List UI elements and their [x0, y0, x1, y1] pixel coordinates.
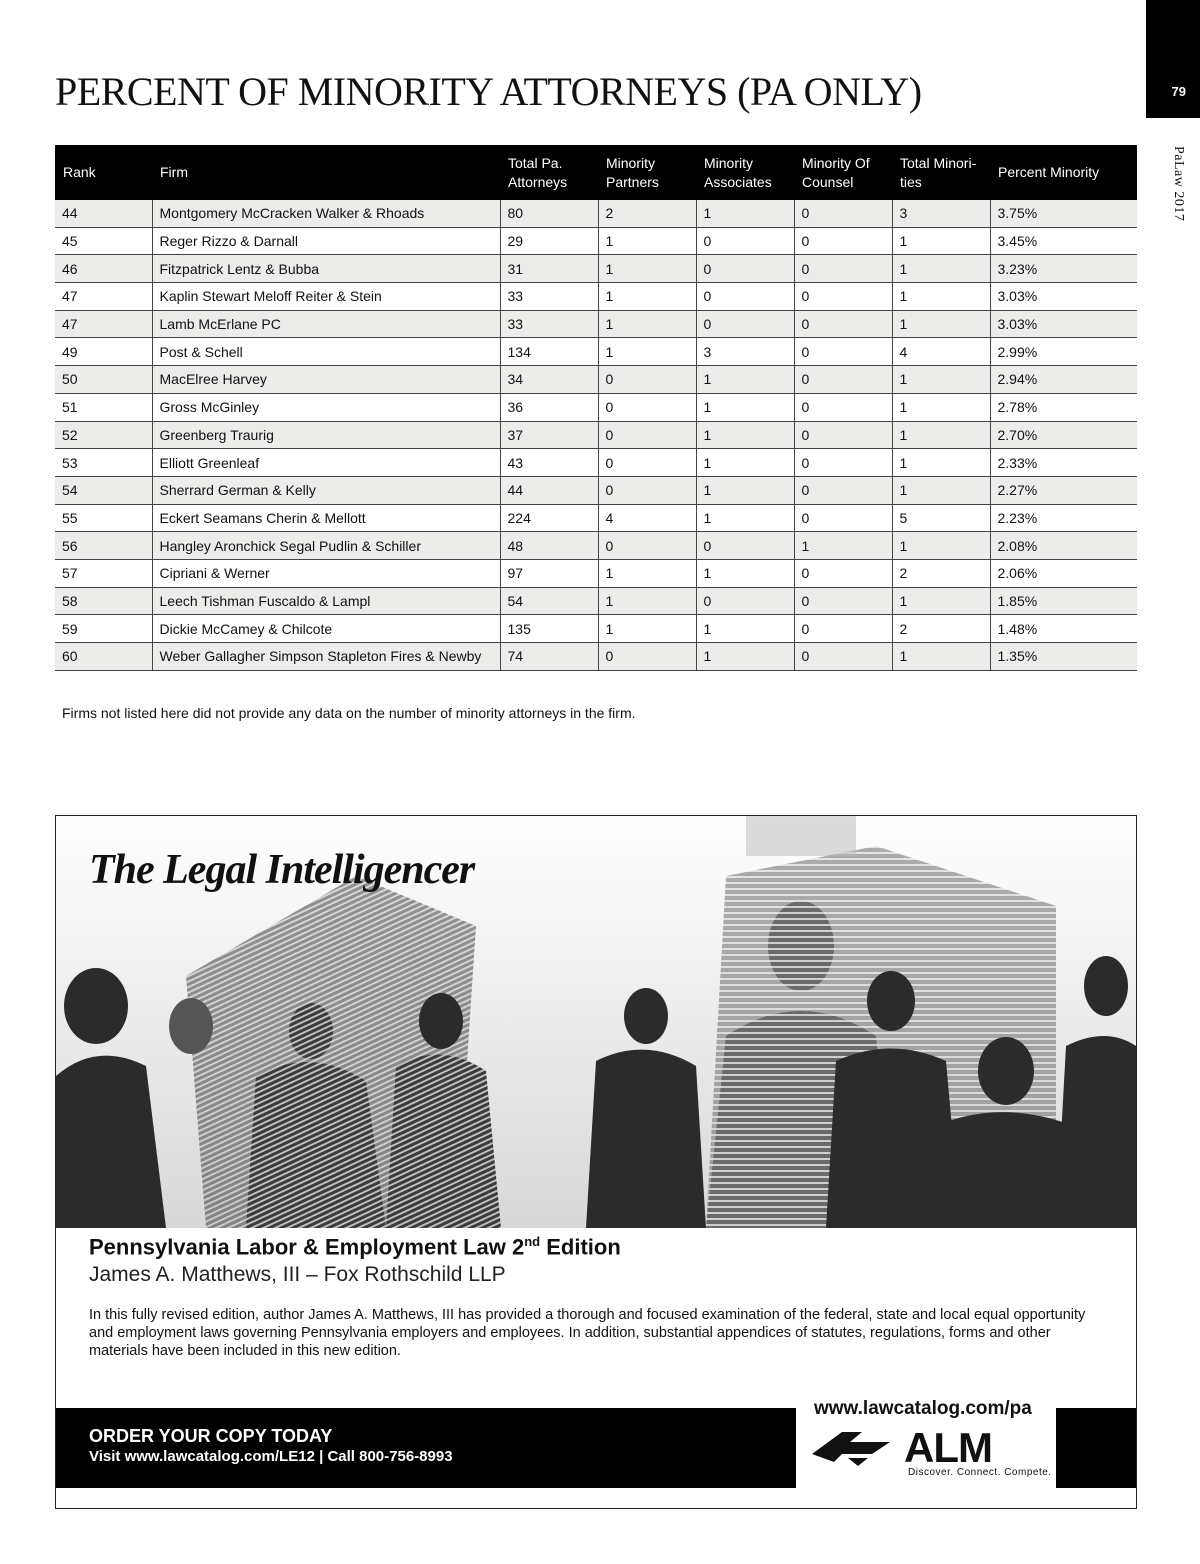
table-cell: 58 [55, 587, 152, 615]
table-cell: 0 [696, 227, 794, 255]
table-cell: 47 [55, 283, 152, 311]
table-cell: 50 [55, 366, 152, 394]
table-cell: Kaplin Stewart Meloff Reiter & Stein [152, 283, 500, 311]
table-cell: 0 [696, 587, 794, 615]
alm-chevron-icon [812, 1432, 890, 1466]
book-advertisement [55, 815, 1137, 1509]
table-cell: 2.06% [990, 559, 1137, 587]
table-cell: 60 [55, 643, 152, 671]
table-cell: 3.45% [990, 227, 1137, 255]
table-cell: 2 [598, 200, 696, 227]
table-cell: 55 [55, 504, 152, 532]
book-author: James A. Matthews, III – Fox Rothschild LLP [89, 1263, 506, 1286]
table-cell: 0 [598, 643, 696, 671]
table-row [55, 283, 1137, 311]
table-cell: 34 [500, 366, 598, 394]
table-cell: 1 [892, 643, 990, 671]
table-cell: 1 [794, 532, 892, 560]
table-cell: 1 [696, 393, 794, 421]
table-cell: 43 [500, 449, 598, 477]
table-cell: 1 [696, 449, 794, 477]
column-header: Percent Minority [990, 145, 1137, 200]
table-cell: 0 [696, 532, 794, 560]
table-row [55, 476, 1137, 504]
table-row [55, 449, 1137, 477]
table-cell: 0 [598, 421, 696, 449]
table-cell: 29 [500, 227, 598, 255]
table-cell: 0 [696, 255, 794, 283]
table-cell: 46 [55, 255, 152, 283]
table-cell: Hangley Aronchick Segal Pudlin & Schiller [152, 532, 500, 560]
table-cell: 1.35% [990, 643, 1137, 671]
running-head: PaLaw 2017 [1171, 146, 1186, 222]
table-cell: 44 [55, 200, 152, 227]
alm-brand-box [796, 1396, 1056, 1488]
table-cell: 2.23% [990, 504, 1137, 532]
table-row [55, 587, 1137, 615]
table-cell: 2.70% [990, 421, 1137, 449]
table-header-row [55, 145, 1137, 200]
table-cell: 1 [696, 200, 794, 227]
page-tab [1146, 0, 1200, 118]
table-row [55, 366, 1137, 394]
page-number: 79 [1171, 84, 1186, 99]
table-cell: 54 [500, 587, 598, 615]
minority-attorneys-table [55, 145, 1137, 671]
table-cell: 0 [794, 587, 892, 615]
table-cell: 1 [892, 255, 990, 283]
table-cell: 2.08% [990, 532, 1137, 560]
column-header: Total Pa. Attorneys [500, 145, 598, 200]
table-cell: 1 [598, 255, 696, 283]
table-cell: Greenberg Traurig [152, 421, 500, 449]
column-header: Minority Partners [598, 145, 696, 200]
table-cell: 3.23% [990, 255, 1137, 283]
table-cell: 49 [55, 338, 152, 366]
table-cell: 1 [892, 421, 990, 449]
table-row [55, 559, 1137, 587]
table-cell: 1 [696, 643, 794, 671]
table-body [55, 200, 1137, 670]
table-cell: 1 [892, 310, 990, 338]
column-header: Rank [55, 145, 152, 200]
catalog-url[interactable]: www.lawcatalog.com/pa [814, 1398, 1032, 1419]
table-cell: Dickie McCamey & Chilcote [152, 615, 500, 643]
column-header: Total Minori- ties [892, 145, 990, 200]
table-cell: 2.94% [990, 366, 1137, 394]
table-cell: 36 [500, 393, 598, 421]
table-cell: 0 [598, 449, 696, 477]
table-footnote: Firms not listed here did not provide any data on the number of minority attorneys in the firm. [62, 705, 636, 721]
table-cell: 4 [892, 338, 990, 366]
table-row [55, 393, 1137, 421]
table-cell: Reger Rizzo & Darnall [152, 227, 500, 255]
table-cell: 0 [598, 476, 696, 504]
table-cell: 0 [794, 559, 892, 587]
table-cell: 3 [696, 338, 794, 366]
alm-tagline: Discover. Connect. Compete. [908, 1467, 1052, 1478]
book-description: In this fully revised edition, author James A. Matthews, III has provided a thorough and focused examination of the federal, state and local equal opportunity and employment laws governing Pennsylvania employers and employees. In addition, substantial appendices of statutes, regulations, forms and other materials have been included in this new edition. [89, 1307, 1086, 1359]
table-cell: 0 [794, 200, 892, 227]
table-cell: 1 [696, 559, 794, 587]
table-cell: 0 [598, 366, 696, 394]
table-cell: 4 [598, 504, 696, 532]
table-cell: 2 [892, 559, 990, 587]
table-row [55, 310, 1137, 338]
table-cell: MacElree Harvey [152, 366, 500, 394]
table-cell: 1 [598, 587, 696, 615]
table-cell: Sherrard German & Kelly [152, 476, 500, 504]
table-cell: 1 [696, 421, 794, 449]
table-cell: 2 [892, 615, 990, 643]
table-cell: 1 [892, 587, 990, 615]
table-row [55, 532, 1137, 560]
table-cell: 1 [696, 615, 794, 643]
table-cell: 0 [794, 504, 892, 532]
table-cell: 45 [55, 227, 152, 255]
table-cell: 224 [500, 504, 598, 532]
table-cell: 1 [892, 393, 990, 421]
table-cell: 1.48% [990, 615, 1137, 643]
table-cell: 1 [598, 338, 696, 366]
table-cell: 37 [500, 421, 598, 449]
table-cell: 59 [55, 615, 152, 643]
table-cell: 0 [794, 338, 892, 366]
table-cell: 1 [598, 559, 696, 587]
table-cell: 0 [794, 366, 892, 394]
table-cell: 1 [598, 227, 696, 255]
table-cell: 80 [500, 200, 598, 227]
book-title: Pennsylvania Labor & Employment Law 2nd Edition [89, 1234, 621, 1260]
table-cell: 0 [696, 310, 794, 338]
table-cell: 2.99% [990, 338, 1137, 366]
column-header: Firm [152, 145, 500, 200]
table-cell: 2.33% [990, 449, 1137, 477]
table-cell: 31 [500, 255, 598, 283]
table-cell: 0 [794, 310, 892, 338]
table-cell: Post & Schell [152, 338, 500, 366]
table-cell: 33 [500, 283, 598, 311]
table-cell: Fitzpatrick Lentz & Bubba [152, 255, 500, 283]
table-cell: 1.85% [990, 587, 1137, 615]
table-cell: 1 [696, 504, 794, 532]
table-cell: 1 [598, 283, 696, 311]
table-cell: 0 [794, 615, 892, 643]
order-details[interactable]: Visit www.lawcatalog.com/LE12 | Call 800-756-8993 [89, 1448, 453, 1465]
table-row [55, 643, 1137, 671]
table-cell: 0 [794, 643, 892, 671]
table-cell: 0 [696, 283, 794, 311]
order-heading: ORDER YOUR COPY TODAY [89, 1426, 333, 1446]
alm-logo [812, 1424, 1042, 1468]
table-cell: 0 [794, 449, 892, 477]
table-row [55, 338, 1137, 366]
table-cell: Montgomery McCracken Walker & Rhoads [152, 200, 500, 227]
table-row [55, 227, 1137, 255]
table-cell: Elliott Greenleaf [152, 449, 500, 477]
table-cell: 0 [794, 283, 892, 311]
table-cell: 1 [892, 283, 990, 311]
table-cell: 0 [794, 476, 892, 504]
table-cell: 3.03% [990, 283, 1137, 311]
table-cell: 1 [696, 476, 794, 504]
table-cell: 97 [500, 559, 598, 587]
table-cell: 1 [892, 476, 990, 504]
table-cell: 0 [794, 393, 892, 421]
table-cell: 44 [500, 476, 598, 504]
table-row [55, 421, 1137, 449]
table-cell: 3.03% [990, 310, 1137, 338]
table-cell: 135 [500, 615, 598, 643]
table-cell: 57 [55, 559, 152, 587]
table-cell: 0 [794, 255, 892, 283]
column-header: Minority Of Counsel [794, 145, 892, 200]
table-cell: Leech Tishman Fuscaldo & Lampl [152, 587, 500, 615]
table-cell: 5 [892, 504, 990, 532]
table-row [55, 200, 1137, 227]
table-cell: 54 [55, 476, 152, 504]
table-row [55, 255, 1137, 283]
table-cell: 134 [500, 338, 598, 366]
table-cell: 3.75% [990, 200, 1137, 227]
table-cell: 1 [696, 366, 794, 394]
table-cell: 52 [55, 421, 152, 449]
table-cell: 51 [55, 393, 152, 421]
table-cell: Lamb McErlane PC [152, 310, 500, 338]
table-cell: 1 [892, 366, 990, 394]
table-cell: 2.27% [990, 476, 1137, 504]
table-cell: 1 [598, 310, 696, 338]
table-cell: 0 [598, 532, 696, 560]
table-cell: 53 [55, 449, 152, 477]
table-cell: 0 [794, 227, 892, 255]
table-cell: 2.78% [990, 393, 1137, 421]
table-cell: Weber Gallagher Simpson Stapleton Fires & Newby [152, 643, 500, 671]
table-row [55, 504, 1137, 532]
table-cell: 33 [500, 310, 598, 338]
table-cell: 74 [500, 643, 598, 671]
table-cell: Gross McGinley [152, 393, 500, 421]
column-header: Minority Associates [696, 145, 794, 200]
table-cell: 1 [598, 615, 696, 643]
table-cell: 0 [794, 421, 892, 449]
table-cell: Cipriani & Werner [152, 559, 500, 587]
table-cell: 56 [55, 532, 152, 560]
table-cell: 1 [892, 227, 990, 255]
table-cell: 1 [892, 532, 990, 560]
table-cell: 47 [55, 310, 152, 338]
page-title: PERCENT OF MINORITY ATTORNEYS (PA ONLY) [55, 69, 922, 114]
table-row [55, 615, 1137, 643]
table-cell: 0 [598, 393, 696, 421]
table-cell: 48 [500, 532, 598, 560]
legal-intelligencer-logo: The Legal Intelligencer [89, 847, 475, 893]
alm-wordmark: ALM [904, 1424, 992, 1468]
table-cell: 3 [892, 200, 990, 227]
table-cell: 1 [892, 449, 990, 477]
table-cell: Eckert Seamans Cherin & Mellott [152, 504, 500, 532]
